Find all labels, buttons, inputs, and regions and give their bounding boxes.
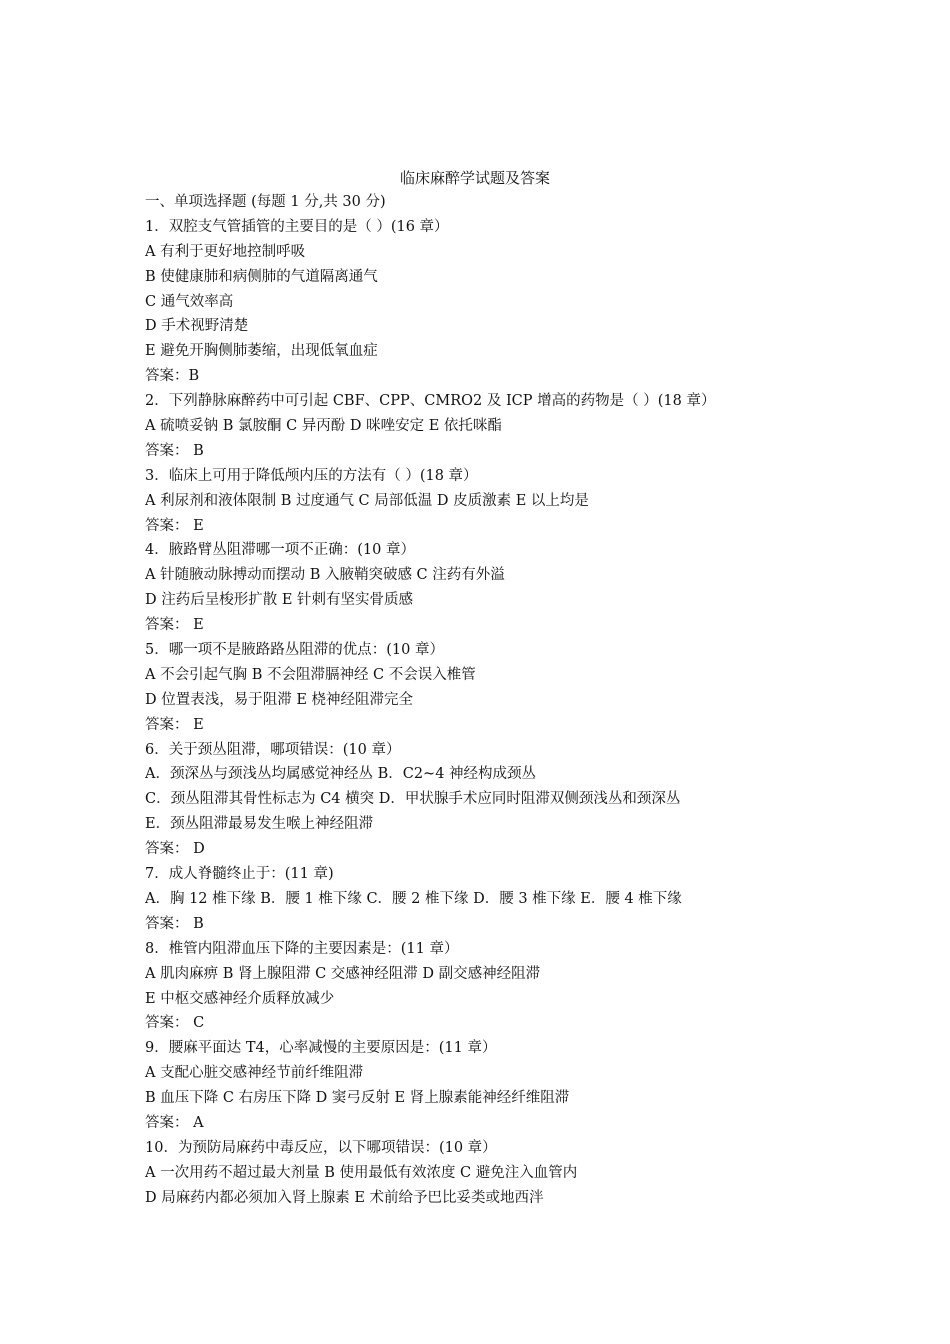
text-line: 9．腰麻平面达 T4，心率减慢的主要原因是：(11 章）: [145, 1040, 497, 1057]
text-line: 2．下列静脉麻醉药中可引起 CBF、CPP、CMRO2 及 ICP 增高的药物是（ ）(18 章）: [145, 393, 716, 410]
text-line: A．胸 12 椎下缘 B．腰 1 椎下缘 C．腰 2 椎下缘 D．腰 3 椎下缘 E．腰 4 椎下缘: [145, 890, 682, 907]
text-line: A 利尿剂和液体限制 B 过度通气 C 局部低温 D 皮质激素 E 以上均是: [145, 492, 589, 509]
text-line: C 通气效率高: [145, 293, 234, 310]
text-line: D 位置表浅，易于阻滞 E 桡神经阻滞完全: [145, 691, 414, 708]
text-line: C．颈丛阻滞其骨性标志为 C4 横突 D．甲状腺手术应同时阻滞双侧颈浅丛和颈深丛: [145, 791, 681, 808]
text-line: 8．椎管内阻滞血压下降的主要因素是：(11 章）: [145, 940, 459, 957]
text-line: 答案： E: [145, 716, 204, 733]
text-line: 答案： E: [145, 617, 204, 634]
text-line: 10．为预防局麻药中毒反应，以下哪项错误：(10 章）: [145, 1139, 497, 1156]
text-line: 答案： E: [145, 517, 204, 534]
text-line: 4．腋路臂丛阻滞哪一项不正确：(10 章）: [145, 542, 415, 559]
text-line: 1．双腔支气管插管的主要目的是（ ）(16 章）: [145, 218, 449, 235]
text-line: E 避免开胸侧肺萎缩，出现低氧血症: [145, 343, 378, 360]
document-title: 临床麻醉学试题及答案: [399, 169, 550, 187]
document-body: [145, 190, 925, 1211]
text-line: A 有利于更好地控制呼吸: [145, 243, 306, 260]
text-line: 答案： D: [145, 841, 205, 858]
text-line: 答案： A: [145, 1114, 204, 1131]
text-line: A 支配心脏交感神经节前纤维阻滞: [145, 1065, 364, 1082]
text-line: 6．关于颈丛阻滞，哪项错误：(10 章）: [145, 741, 401, 758]
text-line: A 针随腋动脉搏动而摆动 B 入腋鞘突破感 C 注药有外溢: [145, 567, 505, 584]
text-line: B 使健康肺和病侧肺的气道隔离通气: [145, 268, 378, 285]
text-line: D 注药后呈梭形扩散 E 针刺有坚实骨质感: [145, 592, 414, 609]
text-line: A．颈深丛与颈浅丛均属感觉神经丛 B．C2~4 神经构成颈丛: [145, 766, 537, 783]
text-line: A 一次用药不超过最大剂量 B 使用最低有效浓度 C 避免注入血管内: [145, 1164, 578, 1181]
text-line: A 不会引起气胸 B 不会阻滞膈神经 C 不会误入椎管: [145, 666, 476, 683]
text-line: A 肌肉麻痹 B 肾上腺阻滞 C 交感神经阻滞 D 副交感神经阻滞: [145, 965, 541, 982]
text-line: D 局麻药内都必须加入肾上腺素 E 术前给予巴比妥类或地西泮: [145, 1189, 544, 1206]
text-line: 答案： B: [145, 442, 204, 459]
text-line: 3．临床上可用于降低颅内压的方法有（ ）(18 章）: [145, 467, 478, 484]
text-line: B 血压下降 C 右房压下降 D 窦弓反射 E 肾上腺素能神经纤维阻滞: [145, 1090, 570, 1107]
text-line: E．颈丛阻滞最易发生喉上神经阻滞: [145, 816, 374, 833]
text-line: 答案： C: [145, 1015, 205, 1032]
text-line: 5．哪一项不是腋路路丛阻滞的优点：(10 章）: [145, 642, 444, 659]
text-line: 答案：B: [145, 368, 200, 385]
text-line: 答案： B: [145, 915, 204, 932]
text-line: 一、单项选择题 (每题 1 分,共 30 分): [145, 194, 386, 210]
text-line: 7．成人脊髓终止于：(11 章): [145, 866, 334, 883]
text-line: E 中枢交感神经介质释放减少: [145, 990, 335, 1007]
text-line: A 硫喷妥钠 B 氯胺酮 C 异丙酚 D 咪唑安定 E 依托咪酯: [145, 418, 502, 435]
text-line: D 手术视野清楚: [145, 318, 249, 335]
